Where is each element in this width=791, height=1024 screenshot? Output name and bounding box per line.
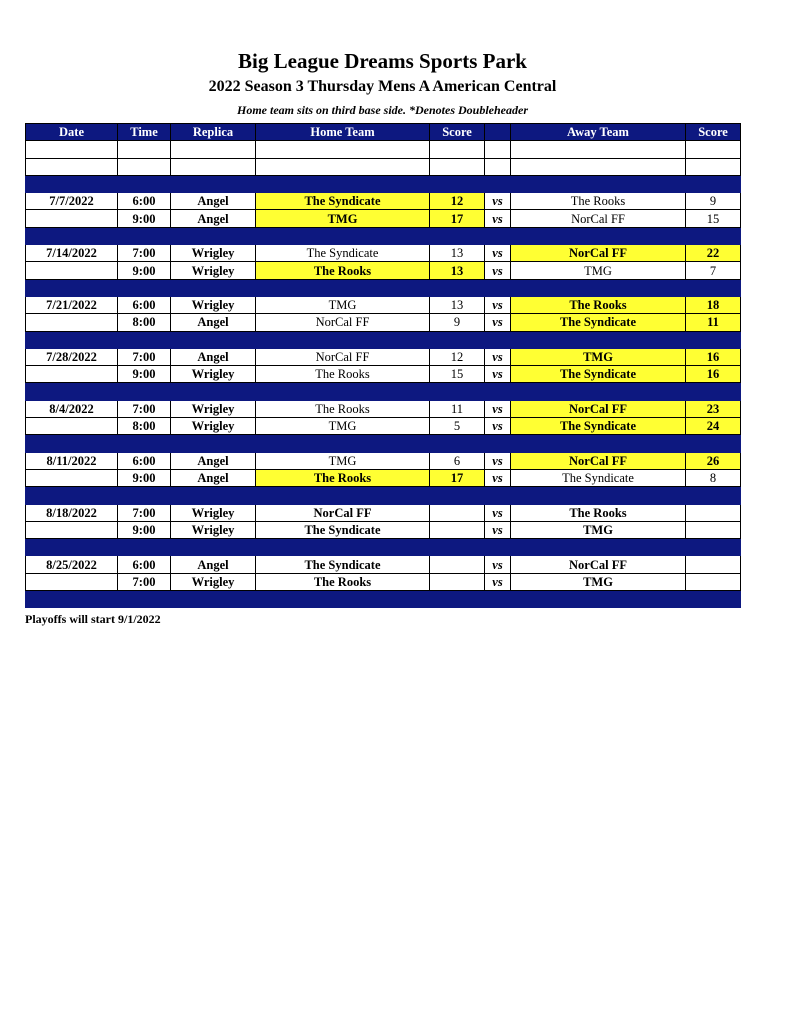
away-team: NorCal FF bbox=[511, 210, 686, 227]
game-replica: Angel bbox=[171, 314, 256, 331]
away-score: 15 bbox=[686, 210, 741, 227]
blank-cell bbox=[26, 521, 118, 538]
separator-row bbox=[26, 227, 741, 244]
home-team: NorCal FF bbox=[256, 314, 430, 331]
blank-cell bbox=[485, 591, 511, 608]
game-replica: Wrigley bbox=[171, 262, 256, 279]
vs-label: vs bbox=[485, 521, 511, 538]
game-replica: Wrigley bbox=[171, 504, 256, 521]
blank-cell bbox=[171, 331, 256, 348]
blank-cell bbox=[26, 383, 118, 400]
table-row bbox=[26, 452, 741, 469]
blank-cell bbox=[256, 487, 430, 504]
blank-cell bbox=[256, 331, 430, 348]
game-date: 8/11/2022 bbox=[26, 452, 118, 469]
blank-cell bbox=[118, 383, 171, 400]
home-score: 12 bbox=[430, 193, 485, 210]
blank-cell bbox=[118, 331, 171, 348]
schedule-table bbox=[25, 123, 741, 608]
blank-cell bbox=[256, 175, 430, 192]
blank-cell bbox=[26, 366, 118, 383]
home-score bbox=[430, 521, 485, 538]
blank-cell bbox=[26, 279, 118, 296]
blank-cell bbox=[26, 158, 118, 175]
blank-cell bbox=[686, 487, 741, 504]
home-team: The Syndicate bbox=[256, 556, 430, 573]
game-replica: Angel bbox=[171, 193, 256, 210]
blank-cell bbox=[430, 158, 485, 175]
vs-label: vs bbox=[485, 400, 511, 417]
game-replica: Angel bbox=[171, 556, 256, 573]
blank-cell bbox=[485, 141, 511, 158]
blank-cell bbox=[26, 435, 118, 452]
blank-cell bbox=[26, 227, 118, 244]
game-time: 7:00 bbox=[118, 245, 171, 262]
blank-cell bbox=[686, 175, 741, 192]
blank-cell bbox=[118, 227, 171, 244]
away-team: The Rooks bbox=[511, 193, 686, 210]
blank-cell bbox=[171, 539, 256, 556]
game-date: 7/21/2022 bbox=[26, 296, 118, 313]
away-team: TMG bbox=[511, 573, 686, 590]
blank-cell bbox=[485, 383, 511, 400]
away-team: The Syndicate bbox=[511, 366, 686, 383]
home-score: 11 bbox=[430, 400, 485, 417]
blank-cell bbox=[686, 227, 741, 244]
table-row bbox=[26, 210, 741, 227]
blank-cell bbox=[118, 591, 171, 608]
game-date: 7/28/2022 bbox=[26, 348, 118, 365]
col-header-home-team: Home Team bbox=[256, 124, 430, 141]
empty-row bbox=[26, 141, 741, 158]
home-team: The Rooks bbox=[256, 262, 430, 279]
blank-cell bbox=[118, 158, 171, 175]
away-score: 26 bbox=[686, 452, 741, 469]
blank-cell bbox=[511, 158, 686, 175]
blank-cell bbox=[686, 279, 741, 296]
blank-cell bbox=[26, 175, 118, 192]
col-header-home-score: Score bbox=[430, 124, 485, 141]
blank-cell bbox=[256, 539, 430, 556]
blank-cell bbox=[511, 435, 686, 452]
blank-cell bbox=[430, 435, 485, 452]
away-team: NorCal FF bbox=[511, 452, 686, 469]
blank-cell bbox=[686, 435, 741, 452]
blank-cell bbox=[256, 141, 430, 158]
game-time: 9:00 bbox=[118, 262, 171, 279]
blank-cell bbox=[171, 141, 256, 158]
game-replica: Wrigley bbox=[171, 245, 256, 262]
table-row bbox=[26, 296, 741, 313]
away-score: 23 bbox=[686, 400, 741, 417]
blank-cell bbox=[256, 279, 430, 296]
game-time: 6:00 bbox=[118, 296, 171, 313]
away-team: NorCal FF bbox=[511, 245, 686, 262]
vs-label: vs bbox=[485, 366, 511, 383]
table-row bbox=[26, 418, 741, 435]
game-date: 8/4/2022 bbox=[26, 400, 118, 417]
vs-label: vs bbox=[485, 452, 511, 469]
vs-label: vs bbox=[485, 245, 511, 262]
table-row bbox=[26, 521, 741, 538]
home-team: TMG bbox=[256, 452, 430, 469]
blank-cell bbox=[256, 435, 430, 452]
blank-cell bbox=[256, 383, 430, 400]
away-score bbox=[686, 521, 741, 538]
home-team: NorCal FF bbox=[256, 504, 430, 521]
game-replica: Angel bbox=[171, 469, 256, 486]
away-team: TMG bbox=[511, 348, 686, 365]
col-header-away-team: Away Team bbox=[511, 124, 686, 141]
blank-cell bbox=[686, 331, 741, 348]
away-team: NorCal FF bbox=[511, 556, 686, 573]
playoffs-note: Playoffs will start 9/1/2022 bbox=[25, 612, 161, 626]
blank-cell bbox=[686, 539, 741, 556]
away-score bbox=[686, 504, 741, 521]
away-score bbox=[686, 573, 741, 590]
home-score: 5 bbox=[430, 418, 485, 435]
blank-cell bbox=[171, 175, 256, 192]
home-score: 13 bbox=[430, 296, 485, 313]
blank-cell bbox=[26, 141, 118, 158]
home-score bbox=[430, 573, 485, 590]
home-team: The Syndicate bbox=[256, 521, 430, 538]
separator-row bbox=[26, 435, 741, 452]
home-team: The Rooks bbox=[256, 573, 430, 590]
game-replica: Wrigley bbox=[171, 418, 256, 435]
blank-cell bbox=[430, 383, 485, 400]
home-team: The Syndicate bbox=[256, 193, 430, 210]
blank-cell bbox=[485, 158, 511, 175]
blank-cell bbox=[118, 141, 171, 158]
separator-row bbox=[26, 487, 741, 504]
game-time: 9:00 bbox=[118, 521, 171, 538]
col-header-time: Time bbox=[118, 124, 171, 141]
blank-cell bbox=[511, 487, 686, 504]
blank-cell bbox=[430, 487, 485, 504]
away-score: 11 bbox=[686, 314, 741, 331]
away-score: 7 bbox=[686, 262, 741, 279]
game-time: 8:00 bbox=[118, 314, 171, 331]
away-score: 8 bbox=[686, 469, 741, 486]
table-row bbox=[26, 366, 741, 383]
vs-label: vs bbox=[485, 314, 511, 331]
blank-cell bbox=[26, 262, 118, 279]
game-time: 9:00 bbox=[118, 210, 171, 227]
home-score: 6 bbox=[430, 452, 485, 469]
blank-cell bbox=[430, 539, 485, 556]
table-row bbox=[26, 573, 741, 590]
home-team: The Rooks bbox=[256, 469, 430, 486]
home-team: TMG bbox=[256, 210, 430, 227]
blank-cell bbox=[485, 279, 511, 296]
blank-cell bbox=[26, 314, 118, 331]
blank-cell bbox=[686, 141, 741, 158]
blank-cell bbox=[26, 539, 118, 556]
blank-cell bbox=[485, 435, 511, 452]
col-header-away-score: Score bbox=[686, 124, 741, 141]
game-replica: Angel bbox=[171, 210, 256, 227]
blank-cell bbox=[686, 158, 741, 175]
away-team: TMG bbox=[511, 521, 686, 538]
away-team: The Syndicate bbox=[511, 418, 686, 435]
table-row bbox=[26, 245, 741, 262]
home-score: 9 bbox=[430, 314, 485, 331]
blank-cell bbox=[511, 591, 686, 608]
blank-cell bbox=[171, 227, 256, 244]
blank-cell bbox=[430, 279, 485, 296]
blank-cell bbox=[430, 175, 485, 192]
home-team: The Rooks bbox=[256, 366, 430, 383]
blank-cell bbox=[511, 331, 686, 348]
home-team: TMG bbox=[256, 418, 430, 435]
game-replica: Wrigley bbox=[171, 521, 256, 538]
game-time: 9:00 bbox=[118, 366, 171, 383]
blank-cell bbox=[26, 487, 118, 504]
col-header-date: Date bbox=[26, 124, 118, 141]
away-score: 24 bbox=[686, 418, 741, 435]
vs-label: vs bbox=[485, 418, 511, 435]
blank-cell bbox=[171, 435, 256, 452]
table-row bbox=[26, 556, 741, 573]
game-time: 8:00 bbox=[118, 418, 171, 435]
away-team: The Syndicate bbox=[511, 314, 686, 331]
separator-row bbox=[26, 591, 741, 608]
home-score: 13 bbox=[430, 245, 485, 262]
game-replica: Wrigley bbox=[171, 296, 256, 313]
vs-label: vs bbox=[485, 296, 511, 313]
vs-label: vs bbox=[485, 210, 511, 227]
blank-cell bbox=[430, 331, 485, 348]
home-score: 17 bbox=[430, 210, 485, 227]
game-time: 7:00 bbox=[118, 348, 171, 365]
game-time: 7:00 bbox=[118, 573, 171, 590]
blank-cell bbox=[118, 435, 171, 452]
game-time: 6:00 bbox=[118, 193, 171, 210]
vs-label: vs bbox=[485, 348, 511, 365]
blank-cell bbox=[485, 227, 511, 244]
vs-label: vs bbox=[485, 556, 511, 573]
blank-cell bbox=[26, 573, 118, 590]
vs-label: vs bbox=[485, 469, 511, 486]
col-header-replica: Replica bbox=[171, 124, 256, 141]
home-team: The Syndicate bbox=[256, 245, 430, 262]
game-time: 6:00 bbox=[118, 556, 171, 573]
blank-cell bbox=[256, 591, 430, 608]
home-team: The Rooks bbox=[256, 400, 430, 417]
away-team: The Rooks bbox=[511, 504, 686, 521]
game-date: 8/18/2022 bbox=[26, 504, 118, 521]
blank-cell bbox=[26, 591, 118, 608]
blank-cell bbox=[118, 539, 171, 556]
blank-cell bbox=[171, 487, 256, 504]
blank-cell bbox=[430, 227, 485, 244]
blank-cell bbox=[171, 383, 256, 400]
game-time: 7:00 bbox=[118, 400, 171, 417]
away-score bbox=[686, 556, 741, 573]
table-row bbox=[26, 469, 741, 486]
page-title: Big League Dreams Sports Park bbox=[238, 49, 527, 73]
game-replica: Wrigley bbox=[171, 400, 256, 417]
game-replica: Angel bbox=[171, 452, 256, 469]
blank-cell bbox=[256, 158, 430, 175]
empty-row bbox=[26, 158, 741, 175]
blank-cell bbox=[511, 539, 686, 556]
blank-cell bbox=[511, 227, 686, 244]
home-score bbox=[430, 556, 485, 573]
game-replica: Wrigley bbox=[171, 366, 256, 383]
vs-label: vs bbox=[485, 573, 511, 590]
away-team: TMG bbox=[511, 262, 686, 279]
home-team: NorCal FF bbox=[256, 348, 430, 365]
blank-cell bbox=[171, 158, 256, 175]
table-header-row bbox=[26, 124, 741, 141]
away-team: NorCal FF bbox=[511, 400, 686, 417]
schedule-note: Home team sits on third base side. *Denotes Doubleheader bbox=[237, 103, 528, 117]
separator-row bbox=[26, 279, 741, 296]
blank-cell bbox=[686, 383, 741, 400]
blank-cell bbox=[485, 539, 511, 556]
blank-cell bbox=[26, 331, 118, 348]
away-team: The Rooks bbox=[511, 296, 686, 313]
game-replica: Angel bbox=[171, 348, 256, 365]
game-time: 9:00 bbox=[118, 469, 171, 486]
blank-cell bbox=[171, 591, 256, 608]
away-score: 9 bbox=[686, 193, 741, 210]
game-date: 7/7/2022 bbox=[26, 193, 118, 210]
blank-cell bbox=[485, 331, 511, 348]
blank-cell bbox=[485, 175, 511, 192]
blank-cell bbox=[511, 175, 686, 192]
blank-cell bbox=[430, 141, 485, 158]
game-date: 7/14/2022 bbox=[26, 245, 118, 262]
table-row bbox=[26, 193, 741, 210]
game-date: 8/25/2022 bbox=[26, 556, 118, 573]
separator-row bbox=[26, 383, 741, 400]
blank-cell bbox=[26, 469, 118, 486]
away-score: 16 bbox=[686, 348, 741, 365]
away-score: 16 bbox=[686, 366, 741, 383]
table-row bbox=[26, 400, 741, 417]
away-team: The Syndicate bbox=[511, 469, 686, 486]
separator-row bbox=[26, 331, 741, 348]
blank-cell bbox=[485, 487, 511, 504]
game-replica: Wrigley bbox=[171, 573, 256, 590]
separator-row bbox=[26, 539, 741, 556]
home-score: 15 bbox=[430, 366, 485, 383]
vs-label: vs bbox=[485, 193, 511, 210]
page-subtitle: 2022 Season 3 Thursday Mens A American Central bbox=[208, 78, 557, 95]
schedule-body bbox=[26, 141, 741, 608]
col-header-vs bbox=[485, 124, 511, 141]
home-team: TMG bbox=[256, 296, 430, 313]
blank-cell bbox=[26, 210, 118, 227]
home-score bbox=[430, 504, 485, 521]
home-score: 17 bbox=[430, 469, 485, 486]
blank-cell bbox=[26, 418, 118, 435]
blank-cell bbox=[171, 279, 256, 296]
vs-label: vs bbox=[485, 262, 511, 279]
blank-cell bbox=[686, 591, 741, 608]
separator-row bbox=[26, 175, 741, 192]
vs-label: vs bbox=[485, 504, 511, 521]
table-row bbox=[26, 314, 741, 331]
home-score: 12 bbox=[430, 348, 485, 365]
blank-cell bbox=[511, 279, 686, 296]
game-time: 6:00 bbox=[118, 452, 171, 469]
away-score: 18 bbox=[686, 296, 741, 313]
game-time: 7:00 bbox=[118, 504, 171, 521]
blank-cell bbox=[118, 279, 171, 296]
blank-cell bbox=[256, 227, 430, 244]
away-score: 22 bbox=[686, 245, 741, 262]
home-score: 13 bbox=[430, 262, 485, 279]
table-row bbox=[26, 504, 741, 521]
blank-cell bbox=[511, 141, 686, 158]
blank-cell bbox=[118, 175, 171, 192]
table-row bbox=[26, 348, 741, 365]
blank-cell bbox=[511, 383, 686, 400]
blank-cell bbox=[118, 487, 171, 504]
table-row bbox=[26, 262, 741, 279]
blank-cell bbox=[430, 591, 485, 608]
